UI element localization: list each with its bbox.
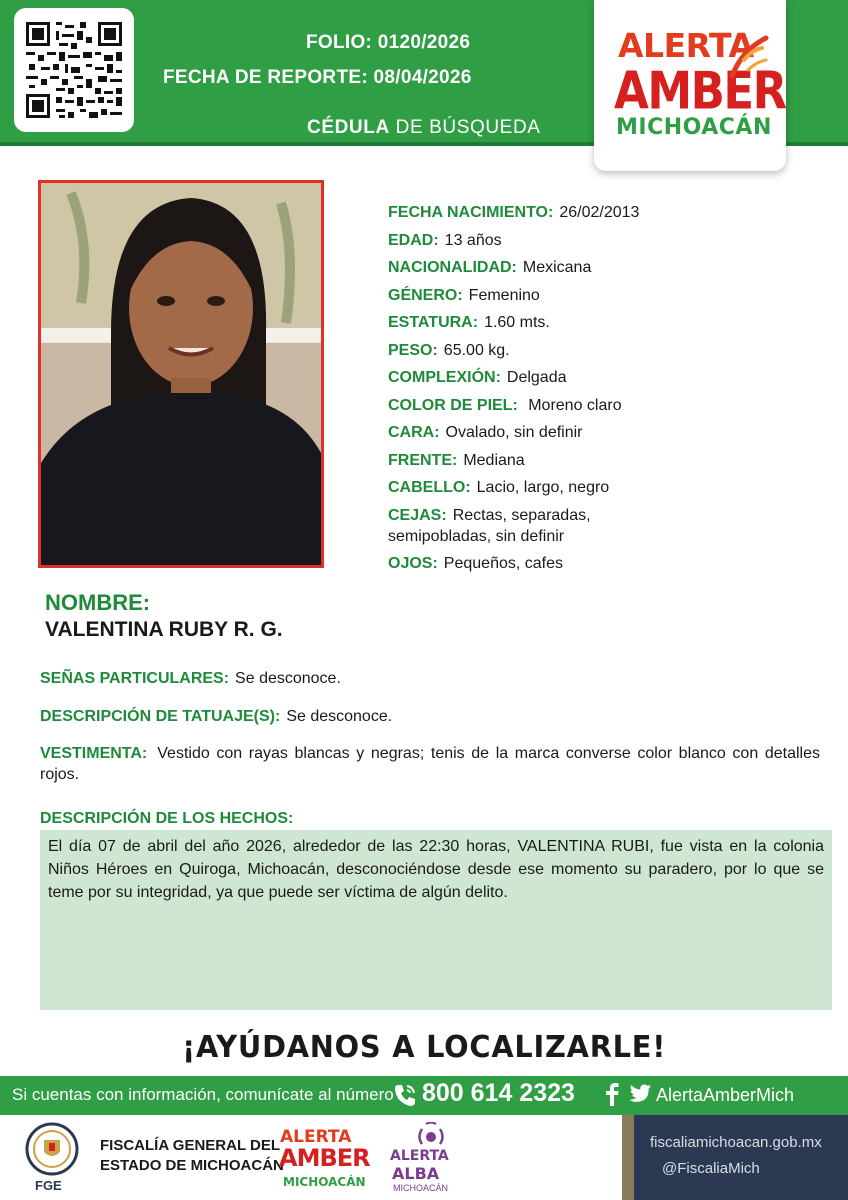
detail-value: Mediana: [463, 452, 525, 469]
detail-value: Delgada: [506, 369, 567, 386]
detail-label: COMPLEXIÓN:: [388, 369, 501, 386]
phone-icon: [392, 1082, 418, 1108]
detail-label: CARA:: [388, 424, 440, 441]
logo-amber-text: AMBER: [614, 60, 786, 121]
twitter-handle-link[interactable]: @FiscaliaMich: [662, 1160, 760, 1177]
document-title-bold: CÉDULA: [307, 117, 390, 138]
folio-number: FOLIO: 0120/2026: [306, 32, 471, 53]
detail-label: GÉNERO:: [388, 287, 463, 304]
website-link[interactable]: fiscaliamichoacan.gob.mx: [650, 1134, 822, 1151]
detail-value: Rectas, separadas,: [452, 507, 591, 524]
fge-seal-icon: [20, 1122, 84, 1178]
qr-code-icon: [23, 17, 125, 123]
mini-amber-amber: AMBER: [279, 1144, 370, 1172]
footer-panel-stripe: [622, 1115, 634, 1200]
phone-number[interactable]: 800 614 2323: [422, 1079, 575, 1107]
qr-code[interactable]: [14, 8, 134, 132]
logo-michoacan-text: MICHOACÁN: [616, 115, 772, 140]
name-label: NOMBRE:: [45, 590, 151, 615]
missing-person-photo: [38, 180, 324, 568]
detail-cara: [388, 423, 583, 443]
vestimenta-value: Vestido con rayas blancas y negras; tenis de la marca converse color blanco con detalles rojos.: [40, 745, 820, 783]
amber-signal-icon: [726, 30, 772, 80]
detail-estatura: [388, 313, 550, 333]
detail-label: OJOS:: [388, 555, 438, 572]
report-date: FECHA DE REPORTE: 08/04/2026: [163, 67, 472, 88]
document-title-rest: DE BÚSQUEDA: [389, 117, 541, 138]
detail-complexion: [388, 368, 567, 388]
alba-alba: ALBA: [392, 1164, 440, 1183]
detail-value: Lacio, largo, negro: [476, 479, 610, 496]
fge-name-line2: ESTADO DE MICHOACÁN: [100, 1157, 284, 1174]
person-name: VALENTINA RUBY R. G.: [45, 618, 283, 641]
detail-value: 13 años: [444, 232, 502, 249]
detail-value: 26/02/2013: [559, 204, 640, 221]
detail-label: CABELLO:: [388, 479, 471, 496]
vestimenta: [40, 743, 820, 785]
alba-alerta: ALERTA: [390, 1148, 449, 1164]
detail-cabello: [388, 478, 609, 498]
detail-label: COLOR DE PIEL:: [388, 397, 518, 414]
portrait-illustration: [41, 183, 321, 565]
tatuajes-value: Se desconoce.: [286, 708, 393, 725]
detail-peso: [388, 341, 510, 361]
detail-cejas: [388, 506, 591, 526]
detail-fecha-nacimiento: [388, 203, 639, 223]
fge-name-line1: FISCALÍA GENERAL DEL: [100, 1137, 281, 1154]
hechos-label: DESCRIPCIÓN DE LOS HECHOS:: [40, 810, 294, 827]
social-handle[interactable]: AlertaAmberMich: [656, 1085, 795, 1105]
tatuajes: [40, 706, 820, 727]
fge-abbreviation: FGE: [35, 1178, 62, 1193]
mini-amber-michoacan: MICHOACÁN: [283, 1175, 366, 1189]
senas-label: SEÑAS PARTICULARES:: [40, 670, 230, 687]
document-title: [307, 117, 541, 139]
facebook-icon[interactable]: [604, 1082, 620, 1106]
detail-value: 1.60 mts.: [484, 314, 550, 331]
senas-value: Se desconoce.: [235, 670, 341, 687]
senas-particulares: [40, 668, 820, 689]
footer-contact-panel: [622, 1115, 848, 1200]
detail-value: Ovalado, sin definir: [445, 424, 583, 441]
call-to-action-text: ¡AYÚDANOS A LOCALIZARLE!: [181, 1030, 667, 1065]
alba-michoacan: MICHOACÁN: [393, 1183, 449, 1193]
detail-label: ESTATURA:: [388, 314, 479, 331]
detail-value: Pequeños, cafes: [443, 555, 563, 572]
call-to-action: [0, 1030, 848, 1065]
vestimenta-label: VESTIMENTA:: [40, 745, 148, 762]
detail-label: EDAD:: [388, 232, 439, 249]
detail-ojos: [388, 554, 563, 574]
detail-label: FECHA NACIMIENTO:: [388, 204, 554, 221]
detail-value: Moreno claro: [523, 397, 622, 414]
detail-nacionalidad: [388, 258, 591, 278]
detail-frente: [388, 451, 525, 471]
hechos-description: El día 07 de abril del año 2026, alrededor de las 22:30 horas, VALENTINA RUBI, fue vista en la colonia Niños Héroes en Quiroga, Michoacán, desconociéndose desde ese momento su paradero, por lo que se teme por su integridad, ya que puede ser víctima de algún delito.: [40, 830, 832, 1010]
twitter-icon[interactable]: [627, 1084, 651, 1104]
detail-label: CEJAS:: [388, 507, 447, 524]
detail-label: NACIONALIDAD:: [388, 259, 517, 276]
detail-value: 65.00 kg.: [443, 342, 510, 359]
detail-color-piel: [388, 396, 622, 416]
alba-signal-icon: [416, 1122, 446, 1150]
detail-label: PESO:: [388, 342, 438, 359]
detail-label: FRENTE:: [388, 452, 458, 469]
detail-cejas-continued: semipobladas, sin definir: [388, 528, 565, 545]
mini-amber-alerta: ALERTA: [280, 1127, 352, 1147]
logo-alerta-text: ALERTA: [618, 26, 754, 65]
detail-edad: [388, 231, 502, 251]
tatuajes-label: DESCRIPCIÓN DE TATUAJE(S):: [40, 708, 281, 725]
detail-value: Femenino: [468, 287, 540, 304]
detail-genero: [388, 286, 540, 306]
detail-value: Mexicana: [522, 259, 592, 276]
contact-info-text: Si cuentas con información, comunícate al número: [12, 1085, 394, 1104]
